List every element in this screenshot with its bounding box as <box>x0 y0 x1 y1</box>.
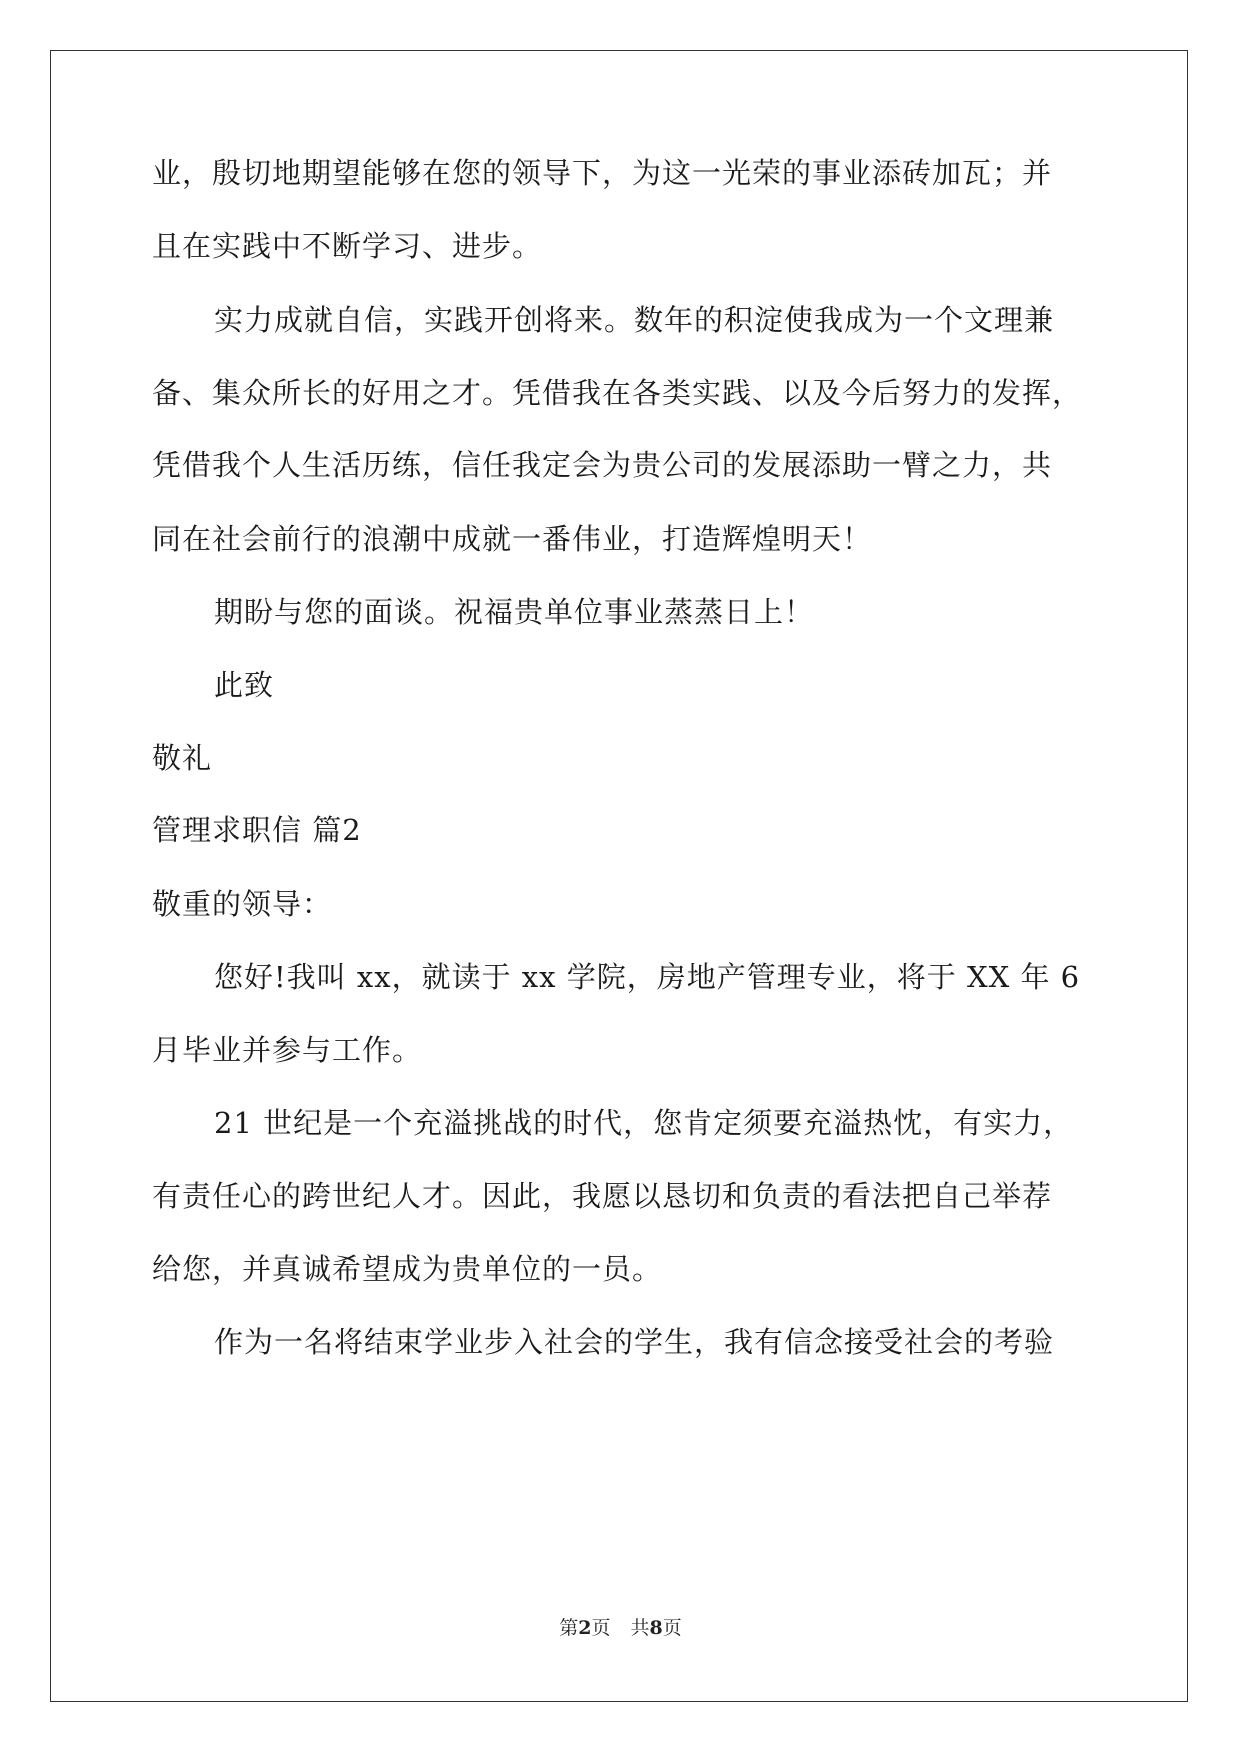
footer-total-suffix: 页 <box>662 1617 682 1639</box>
closing-cizhi: 此致 <box>214 668 275 702</box>
body-line-11: 有责任心的跨世纪人才。因此，我愿以恳切和负责的看法把自己举荐 <box>152 1179 1053 1213</box>
closing-jingli: 敬礼 <box>152 741 213 775</box>
body-line-6: 同在社会前行的浪潮中成就一番伟业，打造辉煌明天！ <box>152 522 873 556</box>
body-line-7: 期盼与您的面谈。祝福贵单位事业蒸蒸日上！ <box>214 595 815 629</box>
footer-total-prefix: 共 <box>630 1617 650 1639</box>
footer-page-current: 2 <box>578 1617 592 1639</box>
body-line-3: 实力成就自信，实践开创将来。数年的积淀使我成为一个文理兼 <box>214 303 1055 337</box>
body-line-1: 业，殷切地期望能够在您的领导下，为这一光荣的事业添砖加瓦；并 <box>152 156 1053 190</box>
footer-page-suffix: 页 <box>591 1617 611 1639</box>
salutation: 敬重的领导： <box>152 887 333 921</box>
body-line-13: 作为一名将结束学业步入社会的学生，我有信念接受社会的考验 <box>214 1325 1055 1359</box>
body-line-12: 给您，并真诚希望成为贵单位的一员。 <box>152 1252 663 1286</box>
body-line-4: 备、集众所长的好用之才。凭借我在各类实践、以及今后努力的发挥， <box>152 376 1083 410</box>
footer-page-total: 8 <box>649 1617 663 1639</box>
page-footer <box>0 1613 1241 1640</box>
body-line-10: 21 世纪是一个充溢挑战的时代，您肯定须要充溢热忱，有实力， <box>214 1106 1074 1140</box>
body-line-8: 您好!我叫 xx，就读于 xx 学院，房地产管理专业，将于 XX 年 6 <box>214 960 1081 994</box>
section-heading: 管理求职信 篇2 <box>152 813 362 847</box>
page-border <box>50 50 1188 1702</box>
body-line-5: 凭借我个人生活历练，信任我定会为贵公司的发展添助一臂之力，共 <box>152 448 1053 482</box>
body-line-9: 月毕业并参与工作。 <box>152 1033 423 1067</box>
body-line-2: 且在实践中不断学习、进步。 <box>152 229 543 263</box>
footer-page-prefix: 第 <box>559 1617 579 1639</box>
